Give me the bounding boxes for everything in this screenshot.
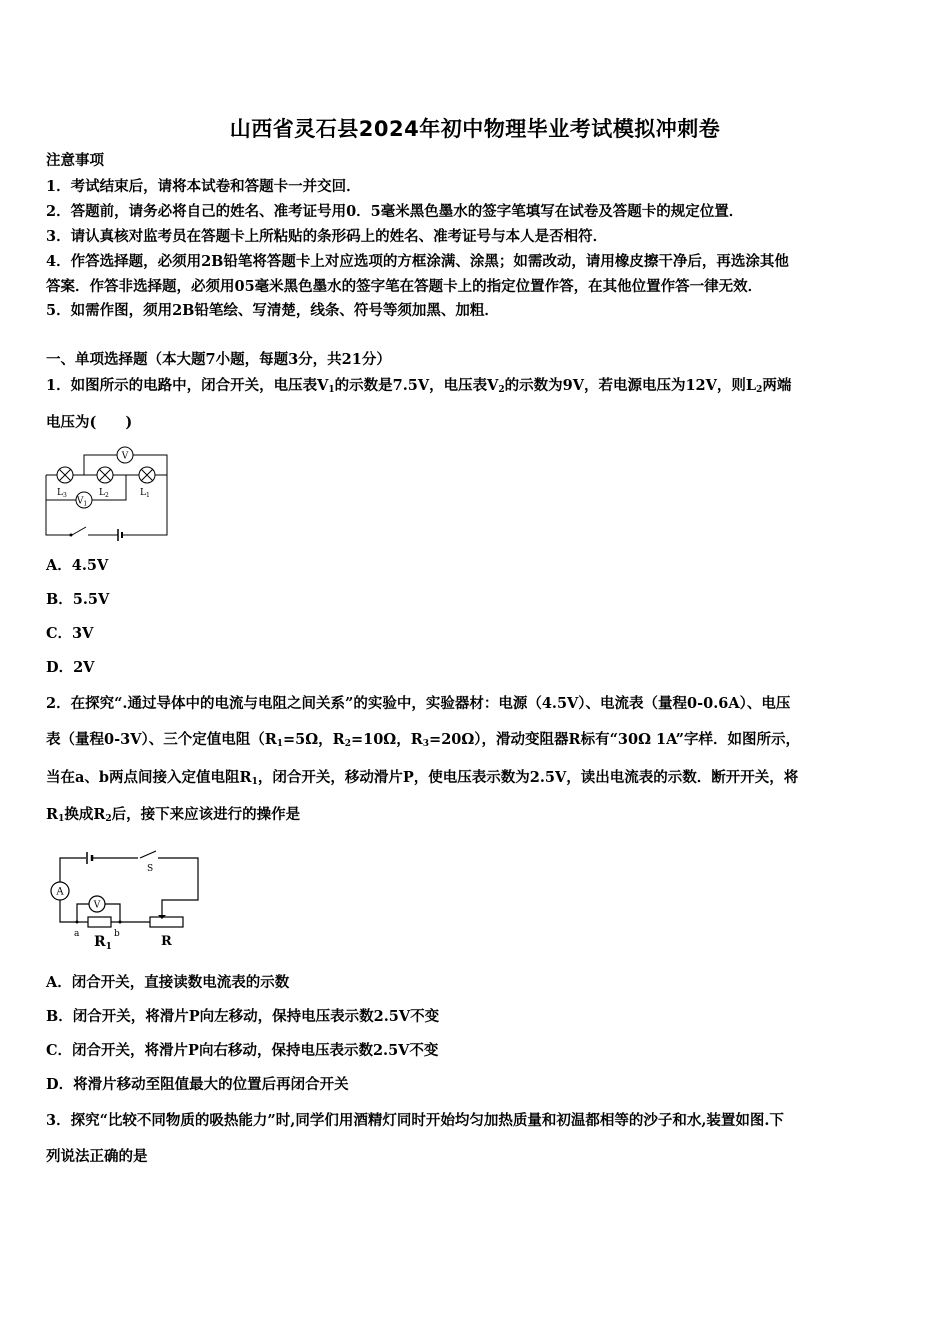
voltmeter-v1-label: $V_1$ bbox=[76, 496, 88, 508]
question-1-stem: 1．如图所示的电路中，闭合开关，电压表$V_1$的示数是7.5V，电压表$V_2$的示数为9V，若电源电压为12V，则$L_2$两端 bbox=[46, 377, 792, 395]
question-1-option-a: A．4.5V bbox=[46, 557, 109, 574]
voltmeter-label: V bbox=[93, 900, 101, 911]
question-1-option-d: D．2V bbox=[46, 659, 95, 676]
question-3-stem-line1: 3．探究“比较不同物质的吸热能力”时,同学们用酒精灯同时开始均匀加热质量和初温都相等的沙子和水,装置如图.下 bbox=[46, 1112, 784, 1129]
question-2-circuit-figure bbox=[40, 845, 205, 955]
rheostat-r-symbol bbox=[150, 917, 183, 927]
question-1-stem-line2: 电压为( ) bbox=[46, 414, 133, 431]
switch-label: S bbox=[147, 864, 154, 874]
point-a-label: a bbox=[74, 929, 80, 939]
notice-item: 4．作答选择题，必须用2B铅笔将答题卡上对应选项的方框涂满、涂黑；如需改动，请用橡皮擦干净后，再选涂其他 bbox=[46, 253, 789, 270]
lamp-l3-label: $L_3$ bbox=[57, 488, 67, 499]
question-1-circuit-figure bbox=[40, 440, 175, 545]
question-2-option-c: C．闭合开关，将滑片P向右移动，保持电压表示数2.5V不变 bbox=[46, 1042, 439, 1059]
question-2-option-a: A．闭合开关，直接读数电流表的示数 bbox=[46, 974, 290, 991]
question-1-option-c: C．3V bbox=[46, 625, 94, 642]
question-2-stem-line2: 表（量程0-3V）、三个定值电阻（$R_1=5\Omega$，$R_2=10\Omega$，$R_3=20\Omega$），滑动变阻器R标有“30Ω 1A”字样．如图所示， bbox=[46, 731, 801, 749]
notice-item: 答案．作答非选择题，必须用05毫米黑色墨水的签字笔在答题卡上的指定位置作答，在其他位置作答一律无效． bbox=[46, 278, 763, 295]
question-2-option-b: B．闭合开关，将滑片P向左移动，保持电压表示数2.5V不变 bbox=[46, 1008, 440, 1025]
question-2-stem-line4: $R_1$换成$R_2$后，接下来应该进行的操作是 bbox=[46, 806, 301, 824]
notice-item: 3．请认真核对监考员在答题卡上所粘贴的条形码上的姓名、准考证号与本人是否相符． bbox=[46, 228, 608, 245]
notice-item: 2．答题前，请务必将自己的姓名、准考证号用0．5毫米黑色墨水的签字笔填写在试卷及答题卡的规定位置． bbox=[46, 203, 744, 220]
voltmeter-v2-label: V bbox=[121, 451, 129, 462]
question-2-stem-line3: 当在a、b两点间接入定值电阻$R_1$，闭合开关，移动滑片P，使电压表示数为2.5V，读出电流表的示数．断开开关，将 bbox=[46, 769, 799, 787]
lamp-l1-label: $L_1$ bbox=[140, 488, 150, 499]
notice-item: 5．如需作图，须用2B铅笔绘、写清楚，线条、符号等须加黑、加粗． bbox=[46, 302, 499, 319]
question-1-option-b: B．5.5V bbox=[46, 591, 110, 608]
ammeter-label: A bbox=[56, 886, 64, 898]
question-2-option-d: D．将滑片移动至阻值最大的位置后再闭合开关 bbox=[46, 1076, 349, 1093]
notice-item: 1．考试结束后，请将本试卷和答题卡一并交回． bbox=[46, 178, 361, 195]
notice-heading: 注意事项 bbox=[46, 152, 104, 169]
resistor-r1-label: $R_1$ bbox=[94, 934, 112, 952]
resistor-r1-symbol bbox=[88, 917, 111, 927]
rheostat-r-label: R bbox=[161, 934, 172, 949]
page-title: 山西省灵石县2024年初中物理毕业考试模拟冲刺卷 bbox=[229, 117, 721, 141]
lamp-l2-label: $L_2$ bbox=[99, 488, 109, 499]
point-b-label: b bbox=[114, 929, 120, 939]
question-3-stem-line2: 列说法正确的是 bbox=[46, 1148, 148, 1165]
question-2-stem-line1: 2．在探究“.通过导体中的电流与电阻之间关系”的实验中，实验器材：电源（4.5V）、电流表（量程0-0.6A）、电压 bbox=[46, 695, 791, 712]
section-heading: 一、单项选择题（本大题7小题，每题3分，共21分） bbox=[46, 351, 391, 368]
